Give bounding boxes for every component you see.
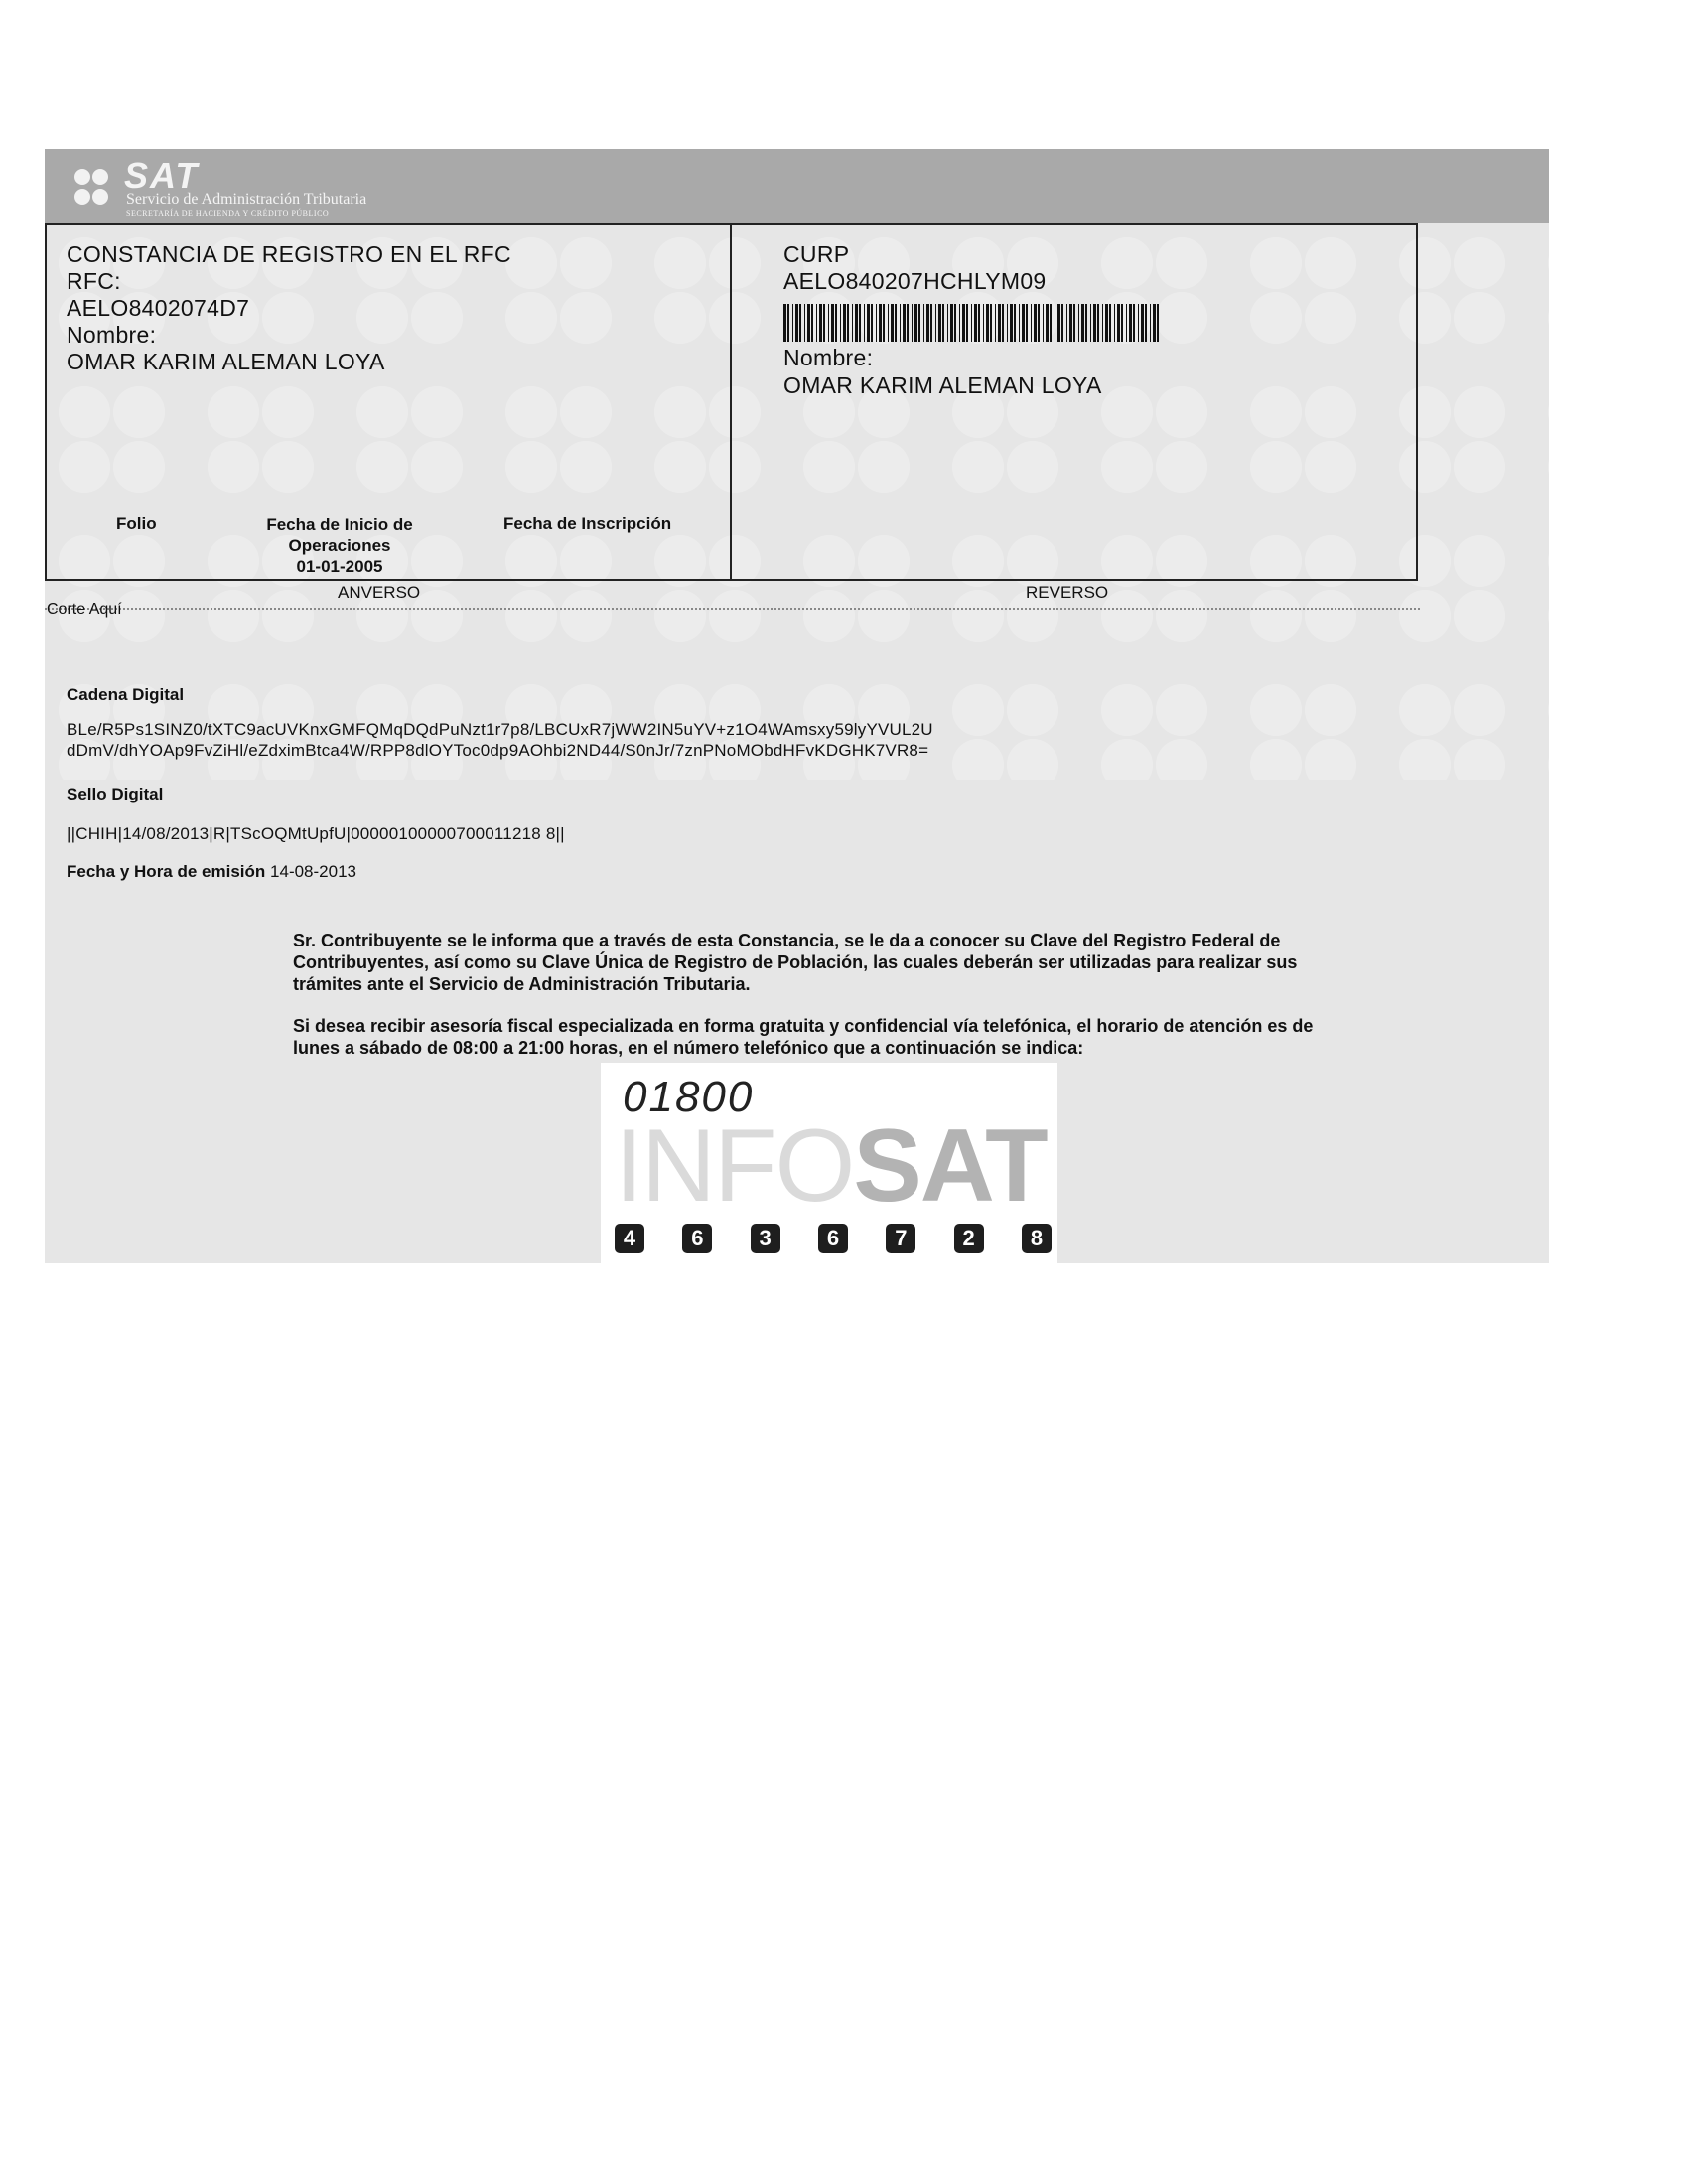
name-label: Nombre: <box>67 322 157 348</box>
infosat-phone-block <box>601 1063 1057 1263</box>
header-band <box>45 149 1549 223</box>
phone-digit: 6 <box>818 1224 848 1253</box>
issue-date-value: 14-08-2013 <box>270 862 356 881</box>
phone-digit: 3 <box>751 1224 780 1253</box>
agency-name: Servicio de Administración Tributaria <box>126 191 367 208</box>
card-back <box>730 223 1418 581</box>
front-side-label: ANVERSO <box>338 583 421 602</box>
cut-here-label: Corte Aquí <box>47 601 122 618</box>
curp-barcode <box>783 304 1163 342</box>
constancia-sheet <box>45 149 1549 1263</box>
curp-value: AELO840207HCHLYM09 <box>783 268 1047 294</box>
constancia-title: CONSTANCIA DE REGISTRO EN EL RFC <box>67 241 511 267</box>
phone-digit: 7 <box>886 1224 915 1253</box>
ministry-name: SECRETARÍA DE HACIENDA Y CRÉDITO PÚBLICO <box>126 209 330 218</box>
cut-line <box>45 608 1420 610</box>
rfc-label: RFC: <box>67 268 121 294</box>
card-front <box>45 223 732 581</box>
phone-digit: 6 <box>682 1224 712 1253</box>
start-date-label-line1: Fecha de Inicio de <box>266 515 413 534</box>
digital-chain-line1: BLe/R5Ps1SINZ0/tXTC9acUVKnxGMFQMqDQdPuNzt1r7p8/LBCUxR7jWW2IN5uYV+z1O4WAmsxy59lyYVUL2U <box>67 720 933 739</box>
registration-date-label: Fecha de Inscripción <box>503 514 672 533</box>
phone-digits <box>615 1224 1052 1257</box>
back-side-label: REVERSO <box>1026 583 1109 602</box>
rfc-value: AELO8402074D7 <box>67 295 250 321</box>
infosat-brand <box>615 1108 1047 1224</box>
infosat-brand-sat: SAT <box>853 1108 1047 1224</box>
curp-label: CURP <box>783 241 850 267</box>
name-value: OMAR KARIM ALEMAN LOYA <box>67 349 385 374</box>
notice-paragraph-2: Si desea recibir asesoría fiscal especializada en forma gratuita y confidencial vía telefónica, el horario de atención es de lunes a sábado de 08:00 a 21:00 horas, en el número telefónico que a continuación se indica: <box>293 1016 1314 1058</box>
phone-digit: 2 <box>954 1224 984 1253</box>
issue-date-label: Fecha y Hora de emisión <box>67 862 266 881</box>
start-date-value: 01-01-2005 <box>296 557 383 576</box>
digital-chain-line2: dDmV/dhYOAp9FvZiHl/eZdximBtca4W/RPP8dlOYToc0dp9AOhbi2ND44/S0nJr/7znPNoMObdHFvKDGHK7VR8= <box>67 741 929 760</box>
phone-prefix: 01800 <box>623 1073 755 1121</box>
digital-chain-label: Cadena Digital <box>67 685 185 704</box>
digital-seal-value: ||CHIH|14/08/2013|R|TScOQMtUpfU|00000100000700011218 8|| <box>67 824 565 843</box>
sat-logo-text: SAT <box>124 155 200 196</box>
back-name-value: OMAR KARIM ALEMAN LOYA <box>783 372 1102 398</box>
start-date-label-line2: Operaciones <box>288 536 391 555</box>
folio-label: Folio <box>116 514 157 533</box>
notice-paragraph-1: Sr. Contribuyente se le informa que a través de esta Constancia, se le da a conocer su Clave del Registro Federal de Contribuyentes, así como su Clave Única de Registro de Población, las cuales deberán ser utilizadas para realizar sus trámites ante el Servicio de Administración Tributaria. <box>293 931 1298 994</box>
phone-digit: 8 <box>1022 1224 1052 1253</box>
phone-digit: 4 <box>615 1224 644 1253</box>
issue-date-row <box>67 862 356 882</box>
back-name-label: Nombre: <box>783 345 874 370</box>
start-date-label <box>250 514 429 577</box>
infosat-brand-info: INFO <box>615 1108 854 1224</box>
digital-seal-label: Sello Digital <box>67 785 164 803</box>
